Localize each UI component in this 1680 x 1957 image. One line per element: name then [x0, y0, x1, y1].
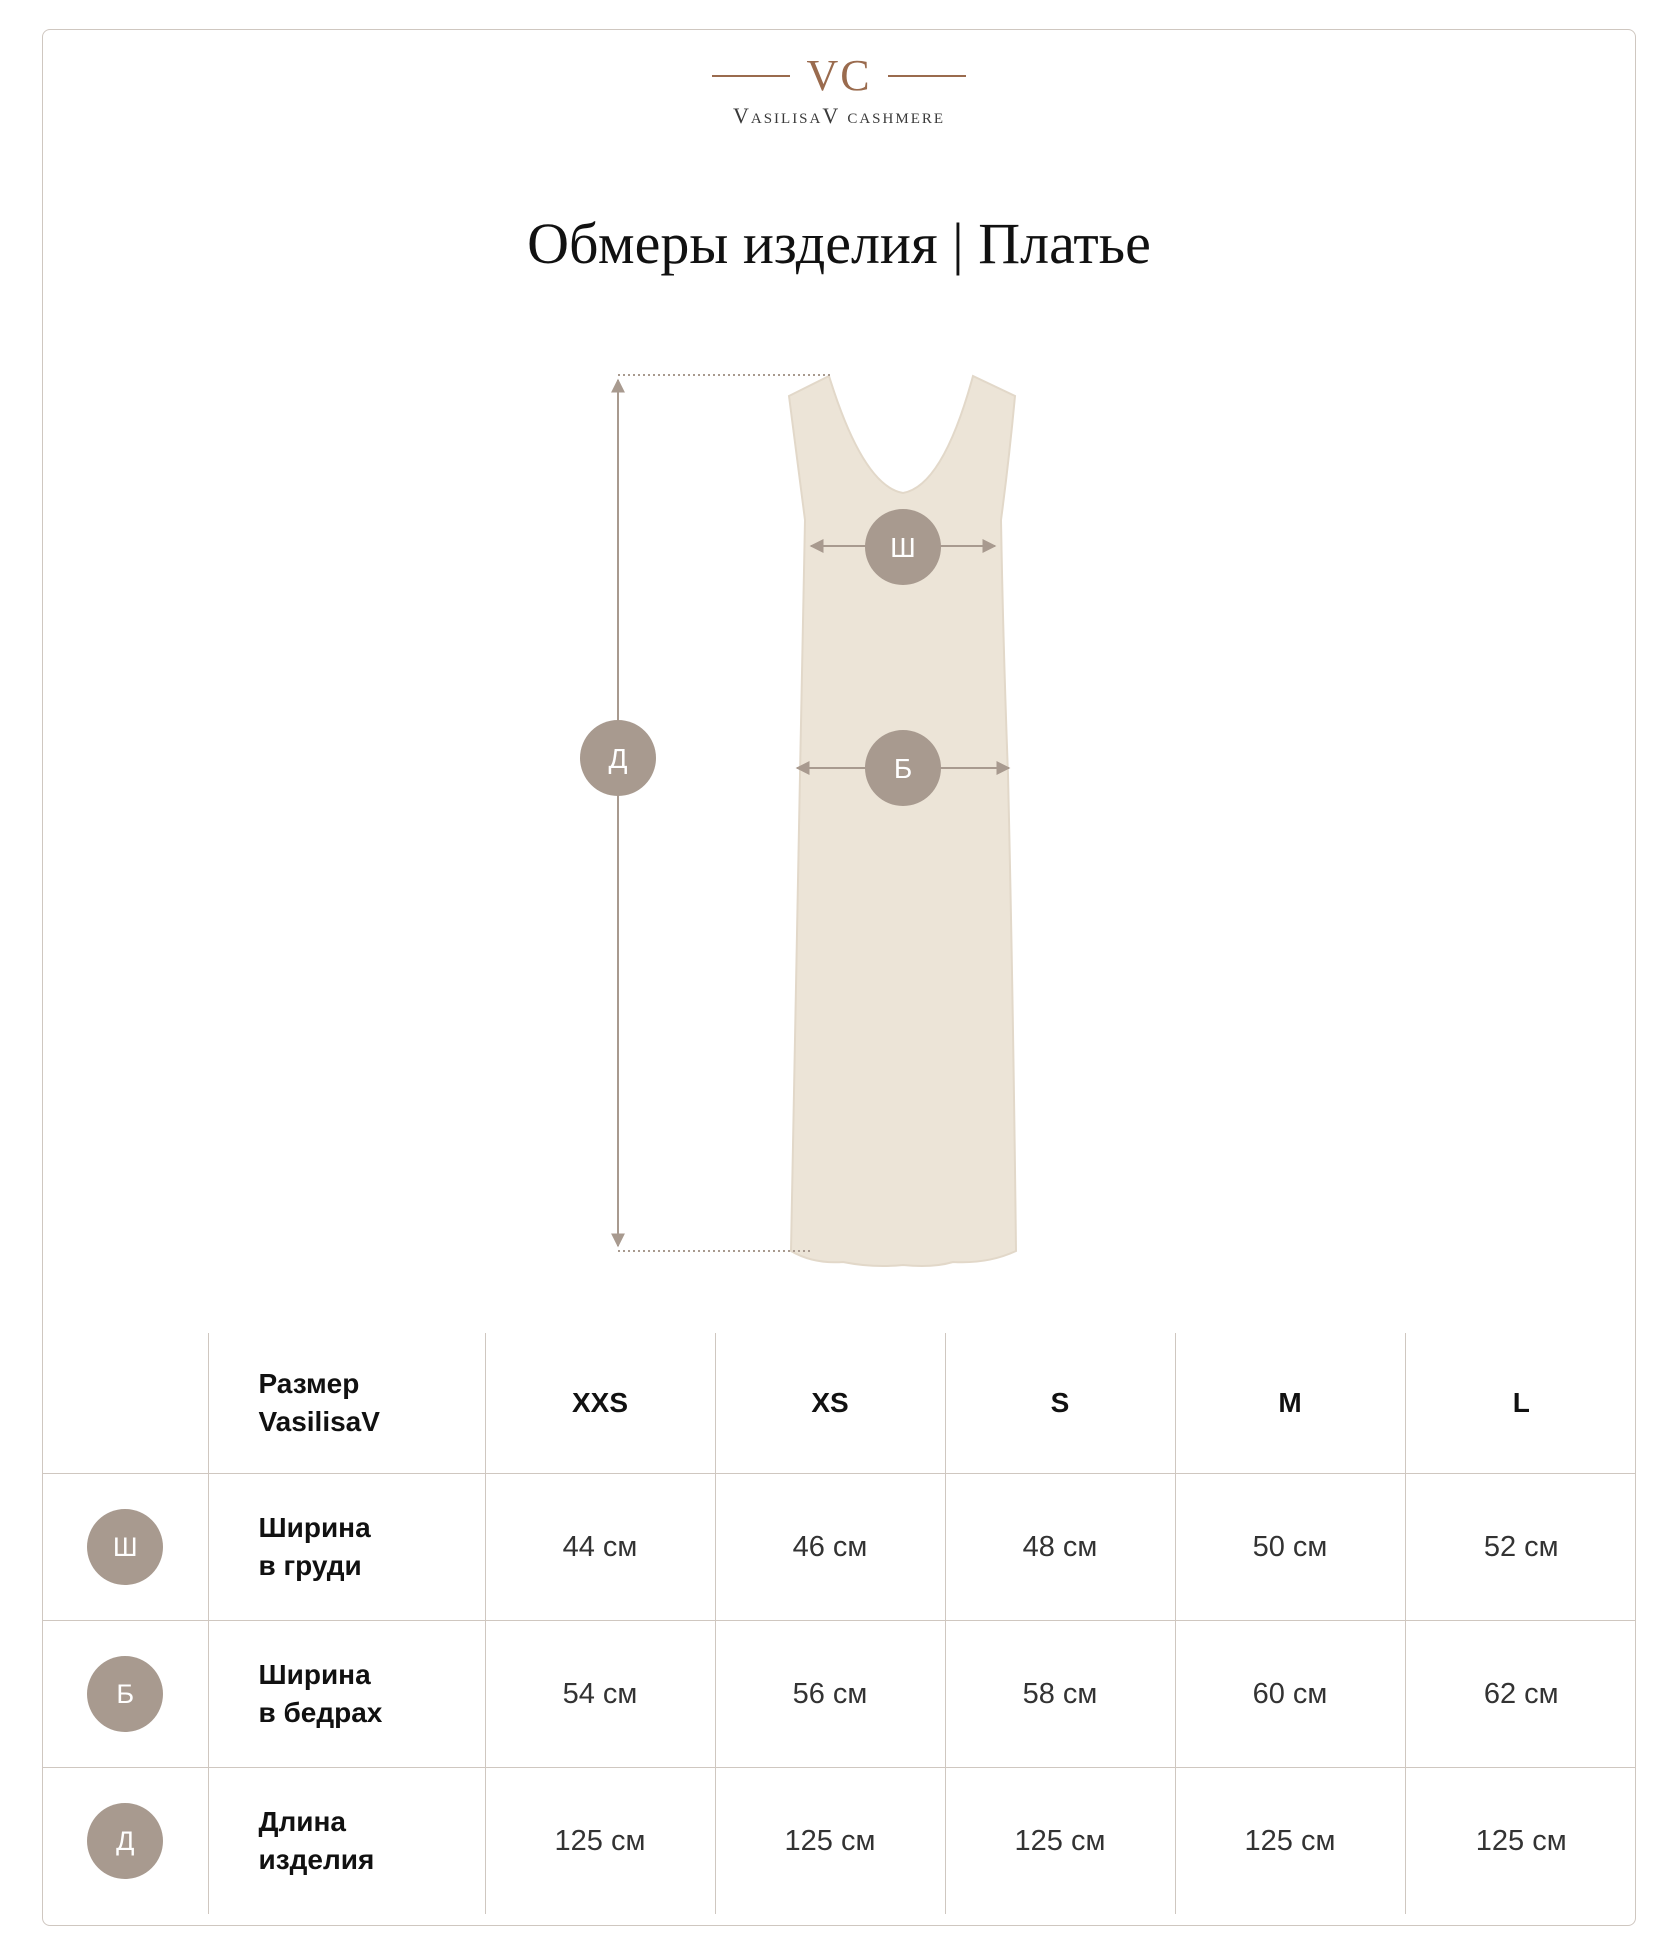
size-header-s: S [945, 1333, 1175, 1474]
size-table [43, 1333, 1636, 1914]
row-label-line-1: Ширина [258, 1659, 371, 1690]
brand-name: VasilisaV cashmere [732, 103, 946, 128]
table-header-row [43, 1333, 1636, 1474]
size-chart-card [42, 29, 1636, 1926]
chest-badge-label: Ш [890, 532, 916, 563]
hips-row-badge: Б [87, 1656, 163, 1732]
row-label-hips [208, 1621, 485, 1768]
hips-badge [865, 730, 941, 806]
size-header-m: M [1175, 1333, 1405, 1474]
table-cell: 56 см [715, 1621, 945, 1768]
row-label-line-2: в груди [258, 1550, 362, 1581]
hips-badge-label: Б [893, 753, 913, 784]
table-row-length [43, 1768, 1636, 1915]
table-row-hips [43, 1621, 1636, 1768]
chest-row-badge: Ш [87, 1509, 163, 1585]
row-badge-cell [43, 1621, 208, 1768]
size-header-xs: XS [715, 1333, 945, 1474]
table-corner-cell [43, 1333, 208, 1474]
row-label-chest [208, 1474, 485, 1621]
length-row-badge: Д [87, 1803, 163, 1879]
table-row-chest [43, 1474, 1636, 1621]
table-cell: 125 см [1405, 1768, 1636, 1915]
length-badge-label: Д [608, 743, 628, 774]
brand-monogram: VC [806, 51, 872, 100]
row-badge-cell [43, 1474, 208, 1621]
row-label-line-2: в бедрах [258, 1697, 383, 1728]
size-label-line-2: VasilisaV [258, 1406, 380, 1437]
size-header-l: L [1405, 1333, 1636, 1474]
table-cell: 58 см [945, 1621, 1175, 1768]
table-cell: 44 см [485, 1474, 715, 1621]
table-cell: 50 см [1175, 1474, 1405, 1621]
row-label-length [208, 1768, 485, 1915]
table-cell: 125 см [715, 1768, 945, 1915]
table-cell: 125 см [1175, 1768, 1405, 1915]
row-label-line-2: изделия [258, 1844, 375, 1875]
row-label-line-1: Ширина [258, 1512, 371, 1543]
table-cell: 125 см [945, 1768, 1175, 1915]
table-cell: 52 см [1405, 1474, 1636, 1621]
table-cell: 60 см [1175, 1621, 1405, 1768]
length-badge [580, 720, 656, 796]
size-label-line-1: Размер [258, 1368, 360, 1399]
table-cell: 46 см [715, 1474, 945, 1621]
row-label-line-1: Длина [258, 1806, 346, 1837]
row-badge-cell [43, 1768, 208, 1915]
table-cell: 125 см [485, 1768, 715, 1915]
chest-badge [865, 509, 941, 585]
size-header-xxs: XXS [485, 1333, 715, 1474]
page-title: Обмеры изделия | Платье [527, 211, 1151, 276]
table-cell: 62 см [1405, 1621, 1636, 1768]
size-label-cell [208, 1333, 485, 1474]
dress-diagram [43, 30, 1636, 1333]
table-cell: 48 см [945, 1474, 1175, 1621]
table-cell: 54 см [485, 1621, 715, 1768]
